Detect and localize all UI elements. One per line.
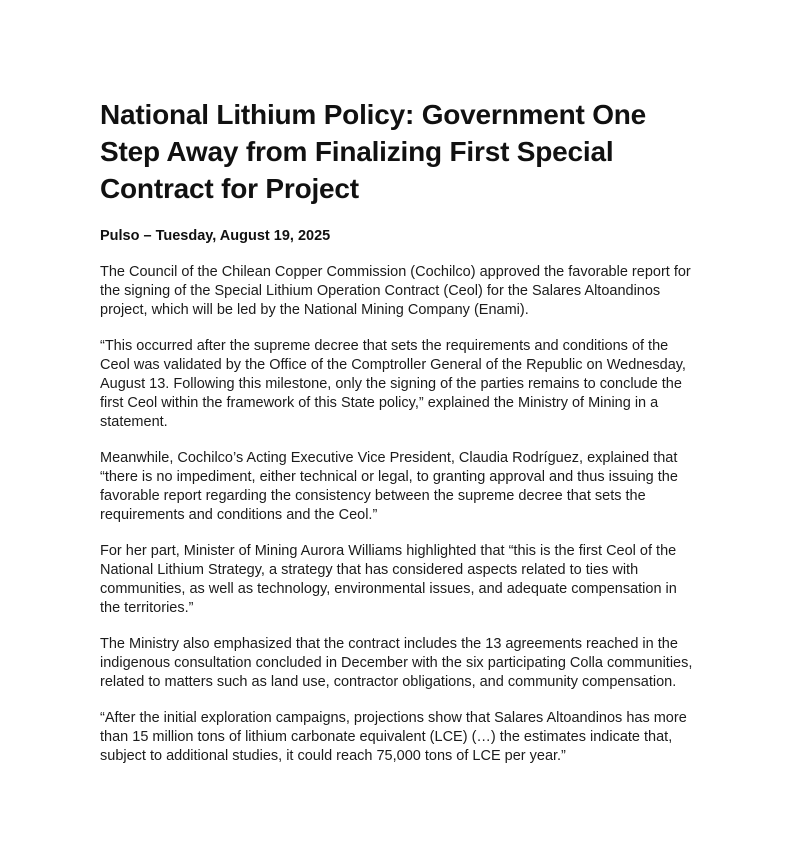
article-headline: National Lithium Policy: Government One Step Away from Finalizing First Special Contract for Project (100, 99, 647, 204)
article-byline: Pulso – Tuesday, August 19, 2025 (100, 228, 331, 244)
article-paragraph: For her part, Minister of Mining Aurora Williams highlighted that “this is the first Ceol of the National Lithium Strategy, a strategy that has considered aspects related to ties with communities, as well as technology, environmental issues, and adequate compensation in the territories.” (100, 543, 677, 616)
article-paragraph: Meanwhile, Cochilco’s Acting Executive Vice President, Claudia Rodríguez, explained that “there is no impediment, either technical or legal, to granting approval and thus issuing the favorable report regarding the consistency between the supreme decree that sets the requirements and conditions and the Ceol.” (100, 450, 678, 523)
article-paragraph: “This occurred after the supreme decree that sets the requirements and conditions of the Ceol was validated by the Office of the Comptroller General of the Republic on Wednesday, August 13. Following this milestone, only the signing of the parties remains to conclude the first Ceol within the framework of this State policy,” explained the Ministry of Mining in a statement. (100, 338, 686, 430)
article-paragraph: The Council of the Chilean Copper Commission (Cochilco) approved the favorable report for the signing of the Special Lithium Operation Contract (Ceol) for the Salares Altoandinos project, which will be led by the National Mining Company (Enami). (100, 264, 691, 318)
article-paragraph: The Ministry also emphasized that the contract includes the 13 agreements reached in the indigenous consultation concluded in December with the six participating Colla communities, related to matters such as land use, contractor obligations, and community compensation. (100, 636, 693, 690)
article (100, 96, 700, 766)
article-paragraph: “After the initial exploration campaigns, projections show that Salares Altoandinos has more than 15 million tons of lithium carbonate equivalent (LCE) (…) the estimates indicate that, subject to additional studies, it could reach 75,000 tons of LCE per year.” (100, 710, 687, 764)
